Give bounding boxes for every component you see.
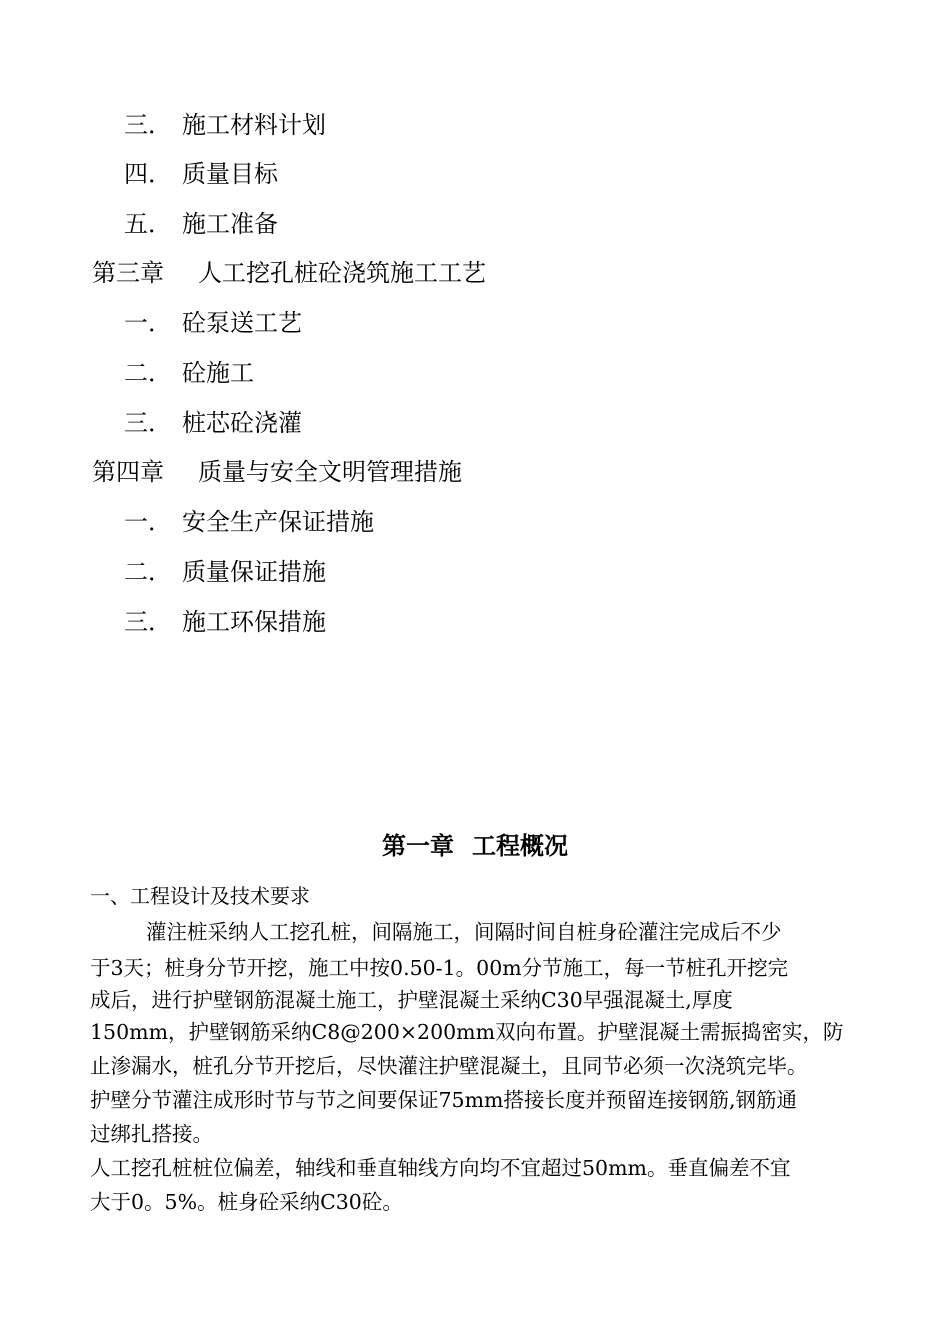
toc-item-title: 砼泵送工艺 [182,309,302,337]
toc-chapter-title: 人工挖孔桩砼浇筑施工工艺 [198,259,486,287]
toc-item-title: 施工环保措施 [182,608,326,636]
toc-item [124,209,278,239]
toc-item-number: 四． [124,160,172,188]
toc-item-number: 一． [124,508,172,536]
toc-item-number: 一． [124,309,172,337]
toc-item-title: 桩芯砼浇灌 [182,409,302,437]
toc-item [124,308,302,338]
toc-item [124,110,326,140]
toc-item-title: 安全生产保证措施 [182,508,374,536]
toc-chapter-title: 质量与安全文明管理措施 [198,458,462,486]
toc-item-number: 三． [124,111,172,139]
paragraph-line: 止渗漏水，桩孔分节开挖后，尽快灌注护壁混凝土，且同节必须一次浇筑完毕。 [90,1054,808,1078]
paragraph-line: 护壁分节灌注成形时节与节之间要保证75mm搭接长度并预留连接钢筋,钢筋通 [90,1088,797,1112]
toc-chapter [92,457,462,487]
paragraph-line: 灌注桩采纳人工挖孔桩，间隔施工，间隔时间自桩身砼灌注完成后不少 [146,920,782,944]
toc-item [124,159,278,189]
paragraph-line: 人工挖孔桩桩位偏差，轴线和垂直轴线方向均不宜超过50mm。垂直偏差不宜 [90,1156,791,1180]
paragraph-line: 于3天；桩身分节开挖，施工中按0.50-1。00m分节施工，每一节桩孔开挖完 [90,956,789,980]
toc-item-number: 二． [124,558,172,586]
toc-item-title: 砼施工 [182,359,254,387]
toc-item-title: 质量保证措施 [182,558,326,586]
toc-item-number: 五． [124,210,172,238]
toc-chapter-number: 第三章 [92,259,164,287]
paragraph-line: 150mm，护壁钢筋采纳C8@200×200mm双向布置。护壁混凝土需振捣密实，防 [90,1020,844,1044]
toc-item [124,408,302,438]
chapter-number: 第一章 [382,832,454,860]
toc-item [124,557,326,587]
paragraph-line: 成后，进行护壁钢筋混凝土施工，护壁混凝土采纳C30早强混凝土,厚度 [90,988,733,1012]
paragraph-line: 过绑扎搭接。 [90,1122,213,1146]
toc-item-title: 施工材料计划 [182,111,326,139]
toc-item-number: 三． [124,608,172,636]
toc-item [124,507,374,537]
toc-item [124,358,254,388]
paragraph-line: 大于0。5%。桩身砼采纳C30砼。 [90,1190,403,1214]
toc-item-title: 施工准备 [182,210,278,238]
chapter-title: 工程概况 [472,832,568,860]
section-title: 一、工程设计及技术要求 [90,884,310,908]
chapter-heading [0,830,950,862]
toc-chapter-number: 第四章 [92,458,164,486]
toc-item-number: 三． [124,409,172,437]
toc-item-title: 质量目标 [182,160,278,188]
toc-chapter [92,258,486,288]
toc-item [124,607,326,637]
toc-item-number: 二． [124,359,172,387]
